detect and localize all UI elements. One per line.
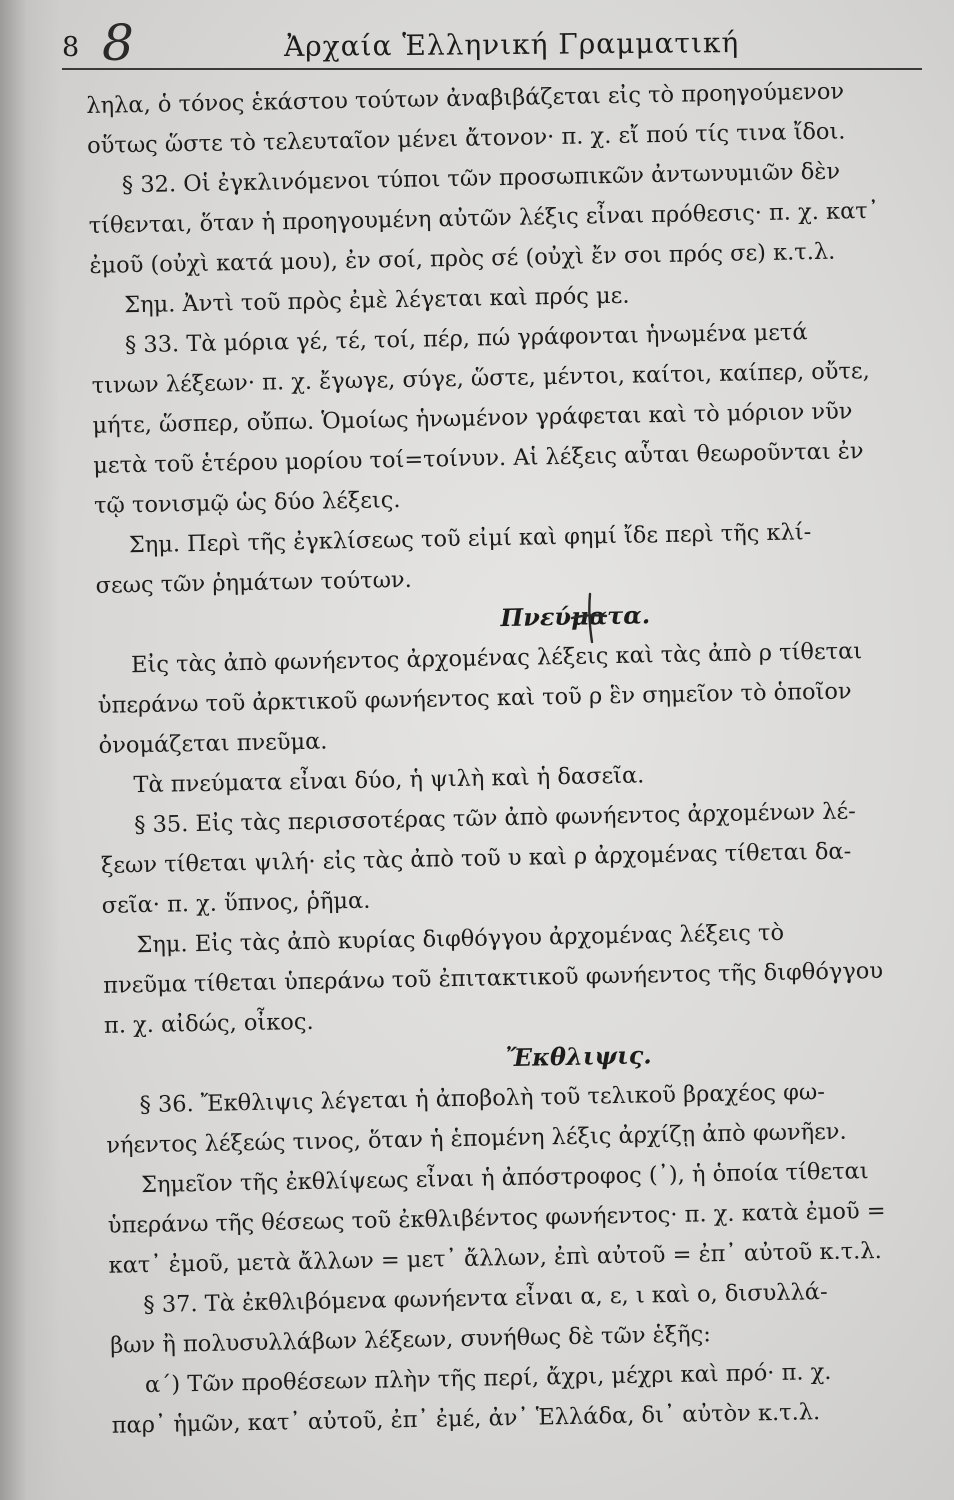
text-line: μετὰ τοῦ ἑτέρου μορίου τοί=τοίνυν. Αἱ λέξεις αὗται θεωροῦνται ἐν	[93, 438, 864, 479]
text-line: πνεῦμα τίθεται ὑπεράνω τοῦ ἐπιτακτικοῦ φωνήεντος τῆς διφθόγγου	[103, 957, 884, 999]
text-line: ἐμοῦ (οὐχὶ κατά μου), ἐν σοί, πρὸς σέ (οὐχὶ ἔν σοι πρός σε) κ.τ.λ.	[89, 238, 836, 279]
section-heading-ekthlipsis: Ἔκθλιψις.	[505, 1040, 652, 1073]
text-line: Σημεῖον τῆς ἐκθλίψεως εἶναι ἡ ἀπόστροφος (᾿), ἡ ὁποία τίθεται	[140, 1158, 869, 1199]
text-line: κατ᾿ ἐμοῦ, μετὰ ἄλλων = μετ᾿ ἄλλων, ἐπὶ αὐτοῦ = ἐπ᾿ αὐτοῦ κ.τ.λ.	[108, 1237, 882, 1279]
text-line: π. χ. αἰδώς, οἶκος.	[103, 1008, 314, 1039]
note-line: Σημ. Περὶ τῆς ἐγκλίσεως τοῦ εἰμί καὶ φημί ἴδε περὶ τῆς κλί-	[128, 519, 812, 559]
paragraph-35-start: § 35. Εἰς τὰς περισσοτέρας τῶν ἀπὸ φωνήεντος ἀρχομένων λέ-	[133, 798, 856, 839]
handwritten-page-mark: 8	[102, 14, 134, 72]
paragraph-33-start: § 33. Τὰ μόρια γέ, τέ, τοί, πέρ, πώ γράφονται ἡνωμένα μετά	[124, 319, 808, 359]
section-heading-pneumata: Πνεύματα.	[500, 600, 651, 633]
text-line: ξεων τίθεται ψιλή· εἰς τὰς ἀπὸ τοῦ υ καὶ ρ ἀρχομένας τίθεται δα-	[100, 838, 852, 879]
text-line: ὑπεράνω τῆς θέσεως τοῦ ἐκθλιβέντος φωνήεντος· π. χ. κατὰ ἐμοῦ =	[107, 1197, 886, 1239]
note-line: Σημ. Εἰς τὰς ἀπὸ κυρίας διφθόγγου ἀρχομένας λέξεις τὸ	[136, 919, 785, 959]
running-title: Ἀρχαία Ἑλληνική Γραμματική	[283, 26, 740, 63]
handwritten-plus-mark	[566, 586, 610, 646]
page-header	[62, 14, 922, 72]
text-line: τίθενται, ὅταν ἡ προηγουμένη αὐτῶν λέξις εἶναι πρόθεσις· π. χ. κατ᾿	[88, 197, 880, 239]
text-line: τινων λέξεων· π. χ. ἔγωγε, σύγε, ὥστε, μέντοι, καίτοι, καίπερ, οὔτε,	[91, 358, 870, 399]
text-line: παρ᾿ ἡμῶν, κατ᾿ αὐτοῦ, ἐπ᾿ ἐμέ, ἀν᾿ Ἑλλάδα, δι᾿ αὐτὸν κ.τ.λ.	[111, 1399, 821, 1439]
text-line: ὀνομάζεται πνεῦμα.	[98, 728, 328, 759]
paragraph-32-start: § 32. Οἱ ἐγκλινόμενοι τύποι τῶν προσωπικῶν ἀντωνυμιῶν δὲν	[121, 158, 841, 199]
text-line: ὑπεράνω τοῦ ἀρκτικοῦ φωνήεντος καὶ τοῦ ρ ἓν σημεῖον τὸ ὁποῖον	[97, 678, 852, 719]
note-line: Σημ. Ἀντὶ τοῦ πρὸς ἐμὲ λέγεται καὶ πρός με.	[123, 282, 630, 319]
page-number: 8	[62, 32, 80, 63]
text-line: σεως τῶν ῥημάτων τούτων.	[95, 566, 412, 599]
text-line: οὕτως ὥστε τὸ τελευταῖον μένει ἄτονον· π. χ. εἴ πού τίς τινα ἴδοι.	[86, 118, 846, 159]
text-line: τῷ τονισμῷ ὡς δύο λέξεις.	[93, 487, 401, 519]
text-line: σεῖα· π. χ. ὕπνος, ῥῆμα.	[101, 887, 371, 919]
list-item-alpha: α΄) Τῶν προθέσεων πλὴν τῆς περί, ἄχρι, μέχρι καὶ πρό· π. χ.	[144, 1358, 832, 1399]
text-line: βων ἢ πολυσυλλάβων λέξεων, συνήθως δὲ τῶν ἑξῆς:	[109, 1321, 712, 1359]
text-line: νήεντος λέξεώς τινος, ὅταν ἡ ἑπομένη λέξις ἀρχίζῃ ἀπὸ φωνῆεν.	[106, 1118, 847, 1159]
page-body-text	[86, 70, 950, 1446]
paragraph-36-start: § 36. Ἔκθλιψις λέγεται ἡ ἀποβολὴ τοῦ τελικοῦ βραχέος φω-	[139, 1079, 826, 1119]
text-line: μήτε, ὥσπερ, οὔπω. Ὁμοίως ἡνωμένον γράφεται καὶ τὸ μόριον νῦν	[92, 398, 853, 439]
text-line: ληλα, ὁ τόνος ἑκάστου τούτων ἀναβιβάζεται εἰς τὸ προηγούμενον	[86, 78, 845, 119]
header-rule	[62, 68, 922, 70]
text-line: Εἰς τὰς ἀπὸ φωνήεντος ἀρχομένας λέξεις καὶ τὰς ἀπὸ ρ τίθεται	[130, 638, 863, 679]
text-line: Τὰ πνεύματα εἶναι δύο, ἡ ψιλὴ καὶ ἡ δασεῖα.	[133, 762, 645, 799]
paragraph-37-start: § 37. Τὰ ἐκθλιβόμενα φωνήεντα εἶναι α, ε, ι καὶ ο, δισυλλά-	[143, 1278, 828, 1319]
page-binding-shadow	[0, 0, 60, 1500]
